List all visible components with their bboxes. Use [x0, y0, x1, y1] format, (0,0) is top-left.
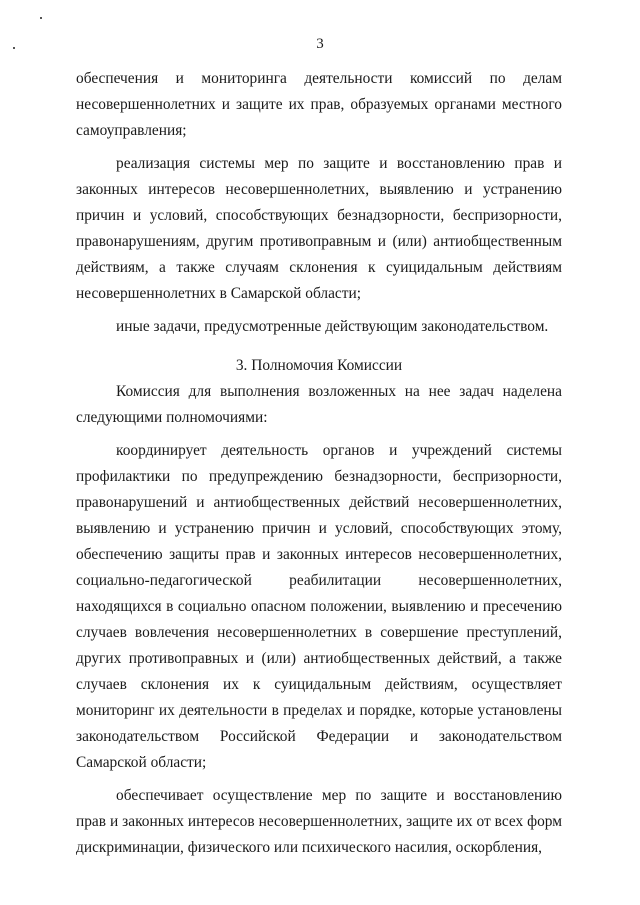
document-body — [76, 66, 562, 861]
paragraph-continuation: обеспечения и мониторинга деятельности комиссий по делам несовершеннолетних и защите их прав, образуемых органами местного самоуправления; — [76, 70, 562, 139]
paragraph-powers-intro: Комиссия для выполнения возложенных на нее задач наделена следующими полномочиями: — [76, 383, 562, 426]
paragraph-power-coordinates: координирует деятельность органов и учреждений системы профилактики по предупреждению безнадзорности, беспризорности, правонарушений и антиобщественных действий несовершеннолетних, выявлению и устранению причин и условий, способствующих этому, обеспечению защиты прав и законных интересов несовершеннолетних, социально-педагогической реабилитации несовершеннолетних, находящихся в социально опасном положении, выявлению и пресечению случаев вовлечения несовершеннолетних в совершение преступлений, других противоправных и (или) антиобщественных действий, а также случаев склонения их к суицидальным действиям, осуществляет мониторинг их деятельности в пределах и порядке, которые установлены законодательством Российской Федерации и законодательством Самарской области; — [76, 442, 562, 771]
section-heading: 3. Полномочия Комиссии — [235, 357, 403, 374]
page-number: 3 — [316, 36, 324, 52]
scan-speck — [40, 17, 42, 19]
paragraph-power-ensures: обеспечивает осуществление мер по защите и восстановлению прав и законных интересов несовершеннолетних, защите их от всех форм дискриминации, физического или психического насилия, оскорбления, — [76, 787, 562, 856]
paragraph-task-rights-protection: реализация системы мер по защите и восстановлению прав и законных интересов несовершеннолетних, выявлению и устранению причин и условий, способствующих безнадзорности, беспризорности, правонарушениям, другим противоправным и (или) антиобщественным действиям, а также случаям склонения к суицидальным действиям несовершеннолетних в Самарской области; — [76, 155, 562, 302]
paragraph-task-other: иные задачи, предусмотренные действующим законодательством. — [116, 318, 549, 335]
